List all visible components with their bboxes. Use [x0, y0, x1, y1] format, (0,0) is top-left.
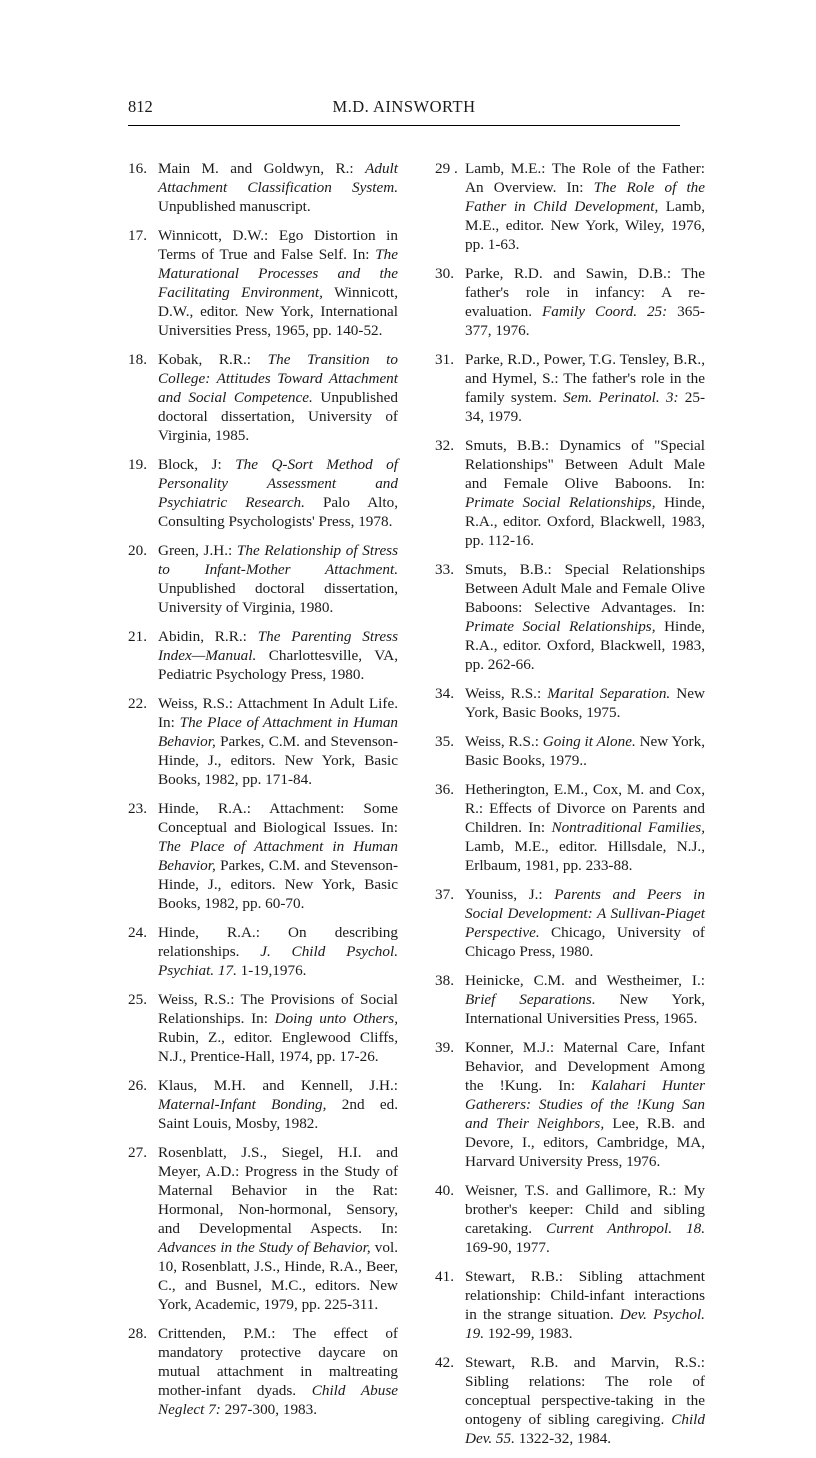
reference-item — [128, 990, 398, 1066]
reference-text: Youniss, J.: — [465, 886, 555, 903]
reference-item — [435, 780, 705, 875]
reference-text: Green, J.H.: — [158, 542, 237, 559]
reference-item — [435, 436, 705, 550]
reference-text: Rubin, Z., editor. Englewood Cliffs, N.J., Prentice-Hall, 1974, pp. 17-26. — [158, 1029, 398, 1065]
reference-item — [435, 264, 705, 340]
reference-text: Block, J: — [158, 456, 236, 473]
reference-number: 28. — [128, 1325, 147, 1342]
reference-number: 21. — [128, 628, 147, 645]
reference-text: Unpublished doctoral dissertation, University of Virginia, 1980. — [158, 580, 398, 616]
reference-number: 39. — [435, 1039, 454, 1056]
reference-item — [128, 350, 398, 445]
reference-text: Klaus, M.H. and Kennell, J.H.: — [158, 1077, 398, 1094]
reference-text: 2nd ed. Saint Louis, Mosby, 1982. — [158, 1096, 399, 1132]
reference-text: Weiss, R.S.: The Provisions of Social Relationships. In: — [158, 991, 398, 1027]
reference-number: 35. — [435, 733, 454, 750]
reference-title: Marital Separation. — [547, 685, 671, 702]
reference-text: Hinde, R.A.: Attachment: Some Conceptual and Biological Issues. In: — [158, 800, 398, 836]
reference-text: New York, International Universities Press, 1965. — [465, 991, 705, 1027]
reference-text: Weiss, R.S.: — [465, 685, 548, 702]
reference-item — [435, 350, 705, 426]
reference-text: Weisner, T.S. and Gallimore, R.: My brother's keeper: Child and sibling caretaking. — [465, 1182, 705, 1237]
reference-text: Parkes, C.M. and Stevenson-Hinde, J., editors. New York, Basic Books, 1982, pp. 60-70. — [158, 857, 398, 912]
reference-item — [128, 923, 398, 980]
reference-title: Brief Separations. — [465, 991, 596, 1008]
reference-title: The Parenting Stress Index—Manual. — [158, 628, 398, 664]
reference-title: The Transition to College: Attitudes Toward Attachment and Social Competence. — [158, 351, 398, 406]
reference-title: Dev. Psychol. 19. — [465, 1306, 705, 1342]
reference-text: Main M. and Goldwyn, R.: — [158, 160, 366, 177]
reference-number: 16. — [128, 160, 147, 177]
reference-text: New York, Basic Books, 1975. — [465, 685, 705, 721]
reference-item — [128, 1143, 398, 1314]
reference-item — [435, 1353, 705, 1448]
reference-item — [128, 455, 398, 531]
reference-item — [435, 560, 705, 674]
reference-title: Sem. Perinatol. 3: — [563, 389, 679, 406]
reference-column-right — [435, 159, 705, 1458]
reference-title: Primate Social Relationships, — [465, 494, 656, 511]
reference-title: Child Abuse Neglect 7: — [158, 1382, 398, 1418]
reference-item — [435, 971, 705, 1028]
reference-text: Winnicott, D.W.: Ego Distortion in Terms of True and False Self. In: — [158, 227, 398, 263]
reference-text: 365-377, 1976. — [465, 303, 705, 339]
reference-text: Lamb, M.E., editor. Hillsdale, N.J., Erlbaum, 1981, pp. 233-88. — [465, 838, 705, 874]
reference-text: vol. 10, Rosenblatt, J.S., Hinde, R.A., Beer, C., and Busnel, M.C., editors. New York, Academic, 1979, pp. 225-311. — [158, 1239, 398, 1313]
reference-text: Smuts, B.B.: Special Relationships Between Adult Male and Female Olive Baboons: Selective Advantages. In: — [465, 561, 705, 616]
reference-number: 37. — [435, 886, 454, 903]
reference-text: Hetherington, E.M., Cox, M. and Cox, R.: Effects of Divorce on Parents and Children. In: — [465, 781, 705, 836]
reference-title: Child Dev. 55. — [465, 1411, 705, 1447]
reference-text: 192-99, 1983. — [483, 1325, 573, 1342]
reference-item — [128, 799, 398, 913]
reference-text: Hinde, R.A., editor. Oxford, Blackwell, 1983, pp. 112-16. — [465, 494, 705, 549]
reference-text: Weiss, R.S.: — [465, 733, 543, 750]
header-rule — [128, 125, 680, 126]
reference-item — [435, 1267, 705, 1343]
reference-number: 27. — [128, 1144, 147, 1161]
reference-title: Advances in the Study of Behavior, — [158, 1239, 371, 1256]
reference-number: 18. — [128, 351, 147, 368]
reference-number: 29 . — [435, 160, 458, 177]
reference-title: The Relationship of Stress to Infant-Mother Attachment. — [158, 542, 399, 578]
reference-item — [128, 1076, 398, 1133]
reference-title: The Maturational Processes and the Facilitating Environment, — [158, 246, 398, 301]
reference-number: 22. — [128, 695, 147, 712]
reference-number: 36. — [435, 781, 454, 798]
reference-text: 1-19,1976. — [236, 962, 307, 979]
reference-item — [435, 159, 705, 254]
reference-number: 41. — [435, 1268, 454, 1285]
reference-text: Palo Alto, Consulting Psychologists' Press, 1978. — [158, 494, 398, 530]
reference-text: Parke, R.D. and Sawin, D.B.: The father's role in infancy: A re-evaluation. — [465, 265, 705, 320]
reference-number: 40. — [435, 1182, 454, 1199]
reference-text: Hinde, R.A.: On describing relationships. — [158, 924, 398, 960]
reference-number: 24. — [128, 924, 147, 941]
reference-text: Crittenden, P.M.: The effect of mandatory protective daycare on mutual attachment in maltreating mother-infant dyads. — [158, 1325, 398, 1399]
reference-number: 42. — [435, 1354, 454, 1371]
reference-item — [435, 684, 705, 722]
reference-title: Doing unto Others, — [274, 1010, 398, 1027]
reference-text: Kobak, R.R.: — [158, 351, 268, 368]
reference-text: Konner, M.J.: Maternal Care, Infant Behavior, and Development Among the !Kung. In: — [465, 1039, 705, 1094]
page-header — [128, 97, 680, 123]
reference-title: The Role of the Father in Child Development, — [465, 179, 706, 215]
reference-title: Adult Attachment Classification System. — [158, 160, 398, 196]
reference-title: The Place of Attachment in Human Behavior, — [158, 838, 398, 874]
reference-text: Lamb, M.E., editor. New York, Wiley, 1976, pp. 1-63. — [465, 198, 705, 253]
reference-item — [128, 1324, 398, 1419]
reference-number: 38. — [435, 972, 454, 989]
reference-text: Lamb, M.E.: The Role of the Father: An Overview. In: — [465, 160, 705, 196]
reference-item — [435, 1038, 705, 1171]
reference-text: 169-90, 1977. — [465, 1239, 550, 1256]
reference-text: Stewart, R.B. and Marvin, R.S.: Sibling relations: The role of conceptual perspective-taking in the ontogeny of sibling caregiving. — [465, 1354, 705, 1428]
reference-column-left — [128, 159, 398, 1429]
reference-item — [435, 885, 705, 961]
reference-text: Parkes, C.M. and Stevenson-Hinde, J., editors. New York, Basic Books, 1982, pp. 171-84. — [158, 733, 398, 788]
reference-title: Nontraditional Families, — [551, 819, 705, 836]
reference-title: Maternal-Infant Bonding, — [158, 1096, 327, 1113]
reference-title: Going it Alone. — [542, 733, 636, 750]
reference-item — [128, 541, 398, 617]
reference-number: 20. — [128, 542, 147, 559]
reference-number: 31. — [435, 351, 454, 368]
reference-item — [435, 1181, 705, 1257]
reference-title: Kalahari Hunter Gatherers: Studies of the !Kung San and Their Neighbors, — [465, 1077, 705, 1132]
reference-text: Winnicott, D.W., editor. New York, International Universities Press, 1965, pp. 140-52. — [158, 284, 398, 339]
reference-number: 32. — [435, 437, 454, 454]
reference-text: New York, Basic Books, 1979.. — [465, 733, 705, 769]
reference-text: Parke, R.D., Power, T.G. Tensley, B.R., and Hymel, S.: The father's role in the family system. — [465, 351, 705, 406]
page-number: 812 — [128, 97, 153, 116]
reference-number: 23. — [128, 800, 147, 817]
reference-number: 30. — [435, 265, 454, 282]
reference-item — [435, 732, 705, 770]
reference-number: 19. — [128, 456, 147, 473]
reference-title: Family Coord. 25: — [542, 303, 668, 320]
running-head: M.D. AINSWORTH — [332, 97, 476, 116]
reference-text: Unpublished manuscript. — [158, 198, 311, 215]
reference-title: The Q-Sort Method of Personality Assessment and Psychiatric Research. — [158, 456, 398, 511]
reference-item — [128, 159, 398, 216]
reference-item — [128, 226, 398, 340]
reference-title: The Place of Attachment in Human Behavior, — [158, 714, 399, 750]
reference-number: 26. — [128, 1077, 147, 1094]
reference-text: 1322-32, 1984. — [514, 1430, 612, 1447]
reference-text: Weiss, R.S.: Attachment In Adult Life. In: — [158, 695, 398, 731]
reference-text: Lee, R.B. and Devore, I., editors, Cambridge, MA, Harvard University Press, 1976. — [465, 1115, 706, 1170]
reference-item — [128, 627, 398, 684]
reference-number: 34. — [435, 685, 454, 702]
reference-text: Smuts, B.B.: Dynamics of "Special Relationships" Between Adult Male and Female Olive Baboons. In: — [465, 437, 705, 492]
reference-title: Primate Social Relationships, — [465, 618, 656, 635]
reference-text: Abidin, R.R.: — [158, 628, 258, 645]
reference-text: Rosenblatt, J.S., Siegel, H.I. and Meyer, A.D.: Progress in the Study of Maternal Behavior in the Rat: Hormonal, Non-hormonal, Sensory, and Developmental Aspects. In: — [158, 1144, 398, 1237]
reference-text: Chicago, University of Chicago Press, 1980. — [465, 924, 705, 960]
reference-text: Charlottesville, VA, Pediatric Psychology Press, 1980. — [158, 647, 398, 683]
reference-text: 25-34, 1979. — [465, 389, 705, 425]
reference-text: Hinde, R.A., editor. Oxford, Blackwell, 1983, pp. 262-66. — [465, 618, 705, 673]
reference-title: Parents and Peers in Social Development: A Sullivan-Piaget Perspective. — [465, 886, 705, 941]
reference-number: 25. — [128, 991, 147, 1008]
reference-number: 33. — [435, 561, 454, 578]
reference-number: 17. — [128, 227, 147, 244]
reference-text: Heinicke, C.M. and Westheimer, I.: — [465, 972, 705, 989]
reference-text: 297-300, 1983. — [220, 1401, 318, 1418]
reference-text: Stewart, R.B.: Sibling attachment relationship: Child-infant interactions in the strange situation. — [465, 1268, 705, 1323]
reference-item — [128, 694, 398, 789]
reference-text: Unpublished doctoral dissertation, University of Virginia, 1985. — [158, 389, 398, 444]
reference-title: J. Child Psychol. Psychiat. 17. — [158, 943, 398, 979]
reference-title: Current Anthropol. 18. — [546, 1220, 705, 1237]
